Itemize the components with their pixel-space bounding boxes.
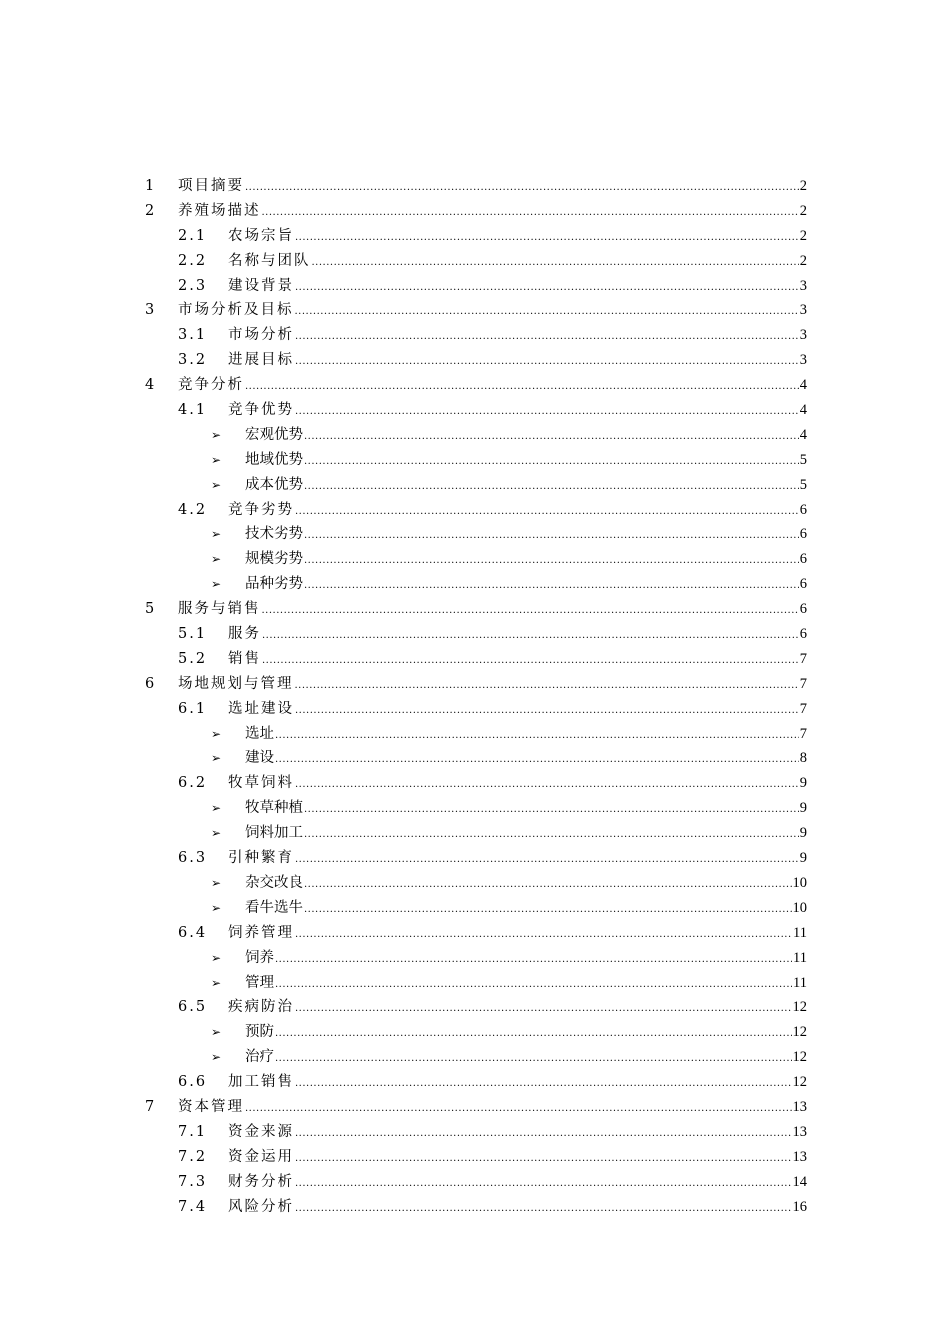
toc-entry[interactable] (0, 348, 950, 373)
toc-number: 2.1 (178, 227, 208, 244)
toc-title: 服务与销售 (178, 601, 261, 618)
toc-page-number: 7 (799, 725, 807, 742)
toc-entry[interactable] (0, 746, 950, 771)
toc-number: 6.1 (178, 700, 208, 717)
toc-entry[interactable] (0, 522, 950, 547)
toc-number: 7 (145, 1098, 155, 1115)
toc-entry[interactable] (0, 821, 950, 846)
toc-title: 资金运用 (228, 1148, 294, 1165)
toc-page-number: 11 (793, 924, 807, 941)
dot-leader (304, 798, 799, 823)
toc-entry[interactable] (0, 174, 950, 199)
toc-number: 3.2 (178, 352, 208, 369)
toc-title: 预防 (245, 1024, 274, 1041)
toc-title: 资金来源 (228, 1123, 294, 1140)
bullet-arrow-icon: ➢ (211, 751, 222, 766)
toc-number: 7.1 (178, 1123, 208, 1140)
dot-leader (304, 450, 799, 475)
toc-page-number: 2 (799, 202, 807, 219)
toc-page-number: 12 (792, 999, 807, 1016)
dot-leader (304, 549, 799, 574)
toc-page-number: 6 (799, 551, 807, 568)
dot-leader (245, 176, 799, 201)
toc-page-number: 16 (792, 1198, 807, 1215)
toc-title: 竞争劣势 (228, 501, 294, 518)
toc-page-number: 3 (799, 352, 807, 369)
dot-leader (295, 674, 799, 699)
toc-page-number: 6 (799, 576, 807, 593)
toc-page-number: 8 (799, 750, 807, 767)
bullet-arrow-icon: ➢ (211, 1050, 222, 1065)
toc-entry[interactable] (0, 995, 950, 1020)
dot-leader (304, 425, 799, 450)
toc-entry[interactable] (0, 1195, 950, 1220)
bullet-arrow-icon: ➢ (211, 950, 222, 965)
toc-number: 4.2 (178, 501, 208, 518)
toc-page-number: 12 (792, 1074, 807, 1091)
toc-entry[interactable] (0, 672, 950, 697)
bullet-arrow-icon: ➢ (211, 801, 222, 816)
toc-page-number: 6 (799, 501, 807, 518)
toc-page-number: 10 (792, 899, 807, 916)
toc-number: 2.2 (178, 252, 208, 269)
toc-page-number: 7 (799, 675, 807, 692)
toc-title: 养殖场描述 (178, 202, 261, 219)
bullet-arrow-icon: ➢ (211, 427, 222, 442)
bullet-arrow-icon: ➢ (211, 975, 222, 990)
toc-title: 牧草饲料 (228, 775, 294, 792)
dot-leader (295, 400, 799, 425)
toc-entry[interactable] (0, 448, 950, 473)
toc-title: 市场分析 (228, 327, 294, 344)
bullet-arrow-icon: ➢ (211, 577, 222, 592)
toc-page-number: 4 (799, 377, 807, 394)
toc-entry[interactable] (0, 398, 950, 423)
toc-number: 7.2 (178, 1148, 208, 1165)
bullet-arrow-icon: ➢ (211, 452, 222, 467)
dot-leader (304, 574, 799, 599)
toc-number: 6.5 (178, 999, 208, 1016)
toc-number: 6.4 (178, 924, 208, 941)
toc-title: 财务分析 (228, 1173, 294, 1190)
toc-entry[interactable] (0, 274, 950, 299)
toc-entry[interactable] (0, 572, 950, 597)
toc-title: 治疗 (245, 1049, 274, 1066)
dot-leader (304, 823, 799, 848)
toc-number: 7.4 (178, 1198, 208, 1215)
toc-page-number: 2 (799, 178, 807, 194)
toc-entry[interactable] (0, 199, 950, 224)
dot-leader (295, 300, 799, 325)
toc-number: 7.3 (178, 1173, 208, 1190)
dot-leader (295, 997, 792, 1022)
toc-entry[interactable] (0, 622, 950, 647)
toc-page-number: 13 (792, 1098, 807, 1115)
toc-title: 饲养管理 (228, 924, 294, 941)
toc-entry[interactable] (0, 1020, 950, 1045)
toc-title: 品种劣势 (245, 576, 303, 593)
dot-leader (295, 923, 792, 948)
toc-entry[interactable] (0, 921, 950, 946)
toc-page-number: 12 (792, 1024, 807, 1041)
toc-entry[interactable] (0, 697, 950, 722)
toc-title: 规模劣势 (245, 551, 303, 568)
dot-leader (295, 1072, 792, 1097)
dot-leader (275, 748, 799, 773)
toc-title: 管理 (245, 974, 274, 991)
toc-entry[interactable] (0, 1095, 950, 1120)
toc-title: 成本优势 (245, 476, 303, 493)
dot-leader (295, 226, 799, 251)
toc-number: 5.2 (178, 650, 208, 667)
bullet-arrow-icon: ➢ (211, 875, 222, 890)
toc-title: 看牛选牛 (245, 899, 303, 916)
toc-page-number: 9 (799, 775, 807, 792)
toc-entry[interactable] (0, 946, 950, 971)
dot-leader (275, 1022, 792, 1047)
dot-leader (312, 251, 799, 276)
toc-number: 3 (145, 302, 155, 319)
dot-leader (304, 873, 792, 898)
dot-leader (295, 276, 799, 301)
bullet-arrow-icon: ➢ (211, 726, 222, 741)
toc-number: 2.3 (178, 277, 208, 294)
toc-title: 饲养 (245, 949, 274, 966)
toc-entry[interactable] (0, 298, 950, 323)
toc-entry[interactable] (0, 971, 950, 996)
toc-title: 宏观优势 (245, 426, 303, 443)
toc-title: 场地规划与管理 (178, 675, 294, 692)
toc-title: 进展目标 (228, 352, 294, 369)
toc-page-number: 7 (799, 700, 807, 717)
toc-title: 饲料加工 (245, 825, 303, 842)
toc-title: 资本管理 (178, 1098, 244, 1115)
toc-page-number: 13 (792, 1123, 807, 1140)
toc-number: 6.2 (178, 775, 208, 792)
toc-title: 建设背景 (228, 277, 294, 294)
toc-entry[interactable] (0, 1045, 950, 1070)
bullet-arrow-icon: ➢ (211, 900, 222, 915)
toc-entry[interactable] (0, 323, 950, 348)
toc-entry[interactable] (0, 647, 950, 672)
toc-title: 农场宗旨 (228, 227, 294, 244)
toc-entry[interactable] (0, 771, 950, 796)
bullet-arrow-icon: ➢ (211, 527, 222, 542)
dot-leader (295, 848, 799, 873)
dot-leader (304, 475, 799, 500)
toc-page-number: 2 (799, 252, 807, 269)
toc-entry[interactable] (0, 896, 950, 921)
toc-number: 6 (145, 675, 155, 692)
toc-page-number: 7 (799, 650, 807, 667)
dot-leader (262, 201, 799, 226)
toc-number: 5.1 (178, 626, 208, 643)
toc-title: 疾病防治 (228, 999, 294, 1016)
toc-page-number: 5 (799, 451, 807, 468)
toc-entry[interactable] (0, 722, 950, 747)
dot-leader (304, 898, 792, 923)
toc-title: 销售 (228, 650, 261, 667)
toc-entry[interactable] (0, 473, 950, 498)
dot-leader (262, 624, 799, 649)
table-of-contents (0, 174, 950, 1219)
toc-entry[interactable] (0, 1120, 950, 1145)
toc-entry[interactable] (0, 423, 950, 448)
toc-page-number: 2 (799, 227, 807, 244)
dot-leader (275, 948, 792, 973)
bullet-arrow-icon: ➢ (211, 477, 222, 492)
toc-entry[interactable] (0, 1145, 950, 1170)
toc-page-number: 11 (793, 974, 807, 991)
dot-leader (295, 1197, 792, 1222)
bullet-arrow-icon: ➢ (211, 552, 222, 567)
toc-title: 牧草种植 (245, 800, 303, 817)
dot-leader (275, 973, 792, 998)
toc-page-number: 9 (799, 850, 807, 867)
toc-entry[interactable] (0, 224, 950, 249)
toc-entry[interactable] (0, 871, 950, 896)
toc-page-number: 5 (799, 476, 807, 493)
toc-number: 3.1 (178, 327, 208, 344)
dot-leader (275, 724, 799, 749)
toc-page-number: 6 (799, 526, 807, 543)
toc-title: 选址 (245, 725, 274, 742)
dot-leader (295, 699, 799, 724)
toc-entry[interactable] (0, 373, 950, 398)
toc-page-number: 3 (799, 327, 807, 344)
toc-page-number: 14 (792, 1173, 807, 1190)
dot-leader (262, 599, 799, 624)
toc-page-number: 11 (793, 949, 807, 966)
dot-leader (295, 325, 799, 350)
toc-title: 名称与团队 (228, 252, 311, 269)
toc-title: 杂交改良 (245, 874, 303, 891)
dot-leader (295, 500, 799, 525)
toc-entry[interactable] (0, 547, 950, 572)
toc-entry[interactable] (0, 1170, 950, 1195)
dot-leader (275, 1047, 792, 1072)
toc-page-number: 3 (799, 302, 807, 319)
toc-title: 技术劣势 (245, 526, 303, 543)
toc-page-number: 4 (799, 402, 807, 419)
toc-entry[interactable] (0, 1070, 950, 1095)
bullet-arrow-icon: ➢ (211, 1025, 222, 1040)
toc-entry[interactable] (0, 846, 950, 871)
toc-entry[interactable] (0, 796, 950, 821)
toc-page-number: 12 (792, 1049, 807, 1066)
toc-entry[interactable] (0, 597, 950, 622)
toc-number: 1 (145, 178, 155, 194)
toc-number: 6.3 (178, 850, 208, 867)
toc-page-number: 3 (799, 277, 807, 294)
toc-title: 竞争分析 (178, 377, 244, 394)
dot-leader (295, 1147, 792, 1172)
toc-title: 服务 (228, 626, 261, 643)
toc-page-number: 9 (799, 800, 807, 817)
dot-leader (295, 350, 799, 375)
toc-page-number: 9 (799, 825, 807, 842)
toc-number: 4.1 (178, 402, 208, 419)
toc-entry[interactable] (0, 249, 950, 274)
toc-title: 项目摘要 (178, 178, 244, 194)
toc-title: 选址建设 (228, 700, 294, 717)
toc-page-number: 10 (792, 874, 807, 891)
toc-page-number: 6 (799, 626, 807, 643)
toc-page-number: 6 (799, 601, 807, 618)
dot-leader (295, 1172, 792, 1197)
toc-title: 引种繁育 (228, 850, 294, 867)
toc-number: 2 (145, 202, 155, 219)
toc-number: 4 (145, 377, 155, 394)
toc-number: 6.6 (178, 1074, 208, 1091)
dot-leader (262, 649, 799, 674)
dot-leader (304, 524, 799, 549)
toc-title: 竞争优势 (228, 402, 294, 419)
toc-title: 地域优势 (245, 451, 303, 468)
toc-title: 市场分析及目标 (178, 302, 294, 319)
toc-number: 5 (145, 601, 155, 618)
dot-leader (295, 1122, 792, 1147)
dot-leader (295, 773, 799, 798)
dot-leader (245, 375, 799, 400)
toc-entry[interactable] (0, 498, 950, 523)
toc-title: 风险分析 (228, 1198, 294, 1215)
toc-title: 加工销售 (228, 1074, 294, 1091)
bullet-arrow-icon: ➢ (211, 826, 222, 841)
toc-page-number: 13 (792, 1148, 807, 1165)
toc-title: 建设 (245, 750, 274, 767)
dot-leader (245, 1097, 792, 1122)
toc-page-number: 4 (799, 426, 807, 443)
